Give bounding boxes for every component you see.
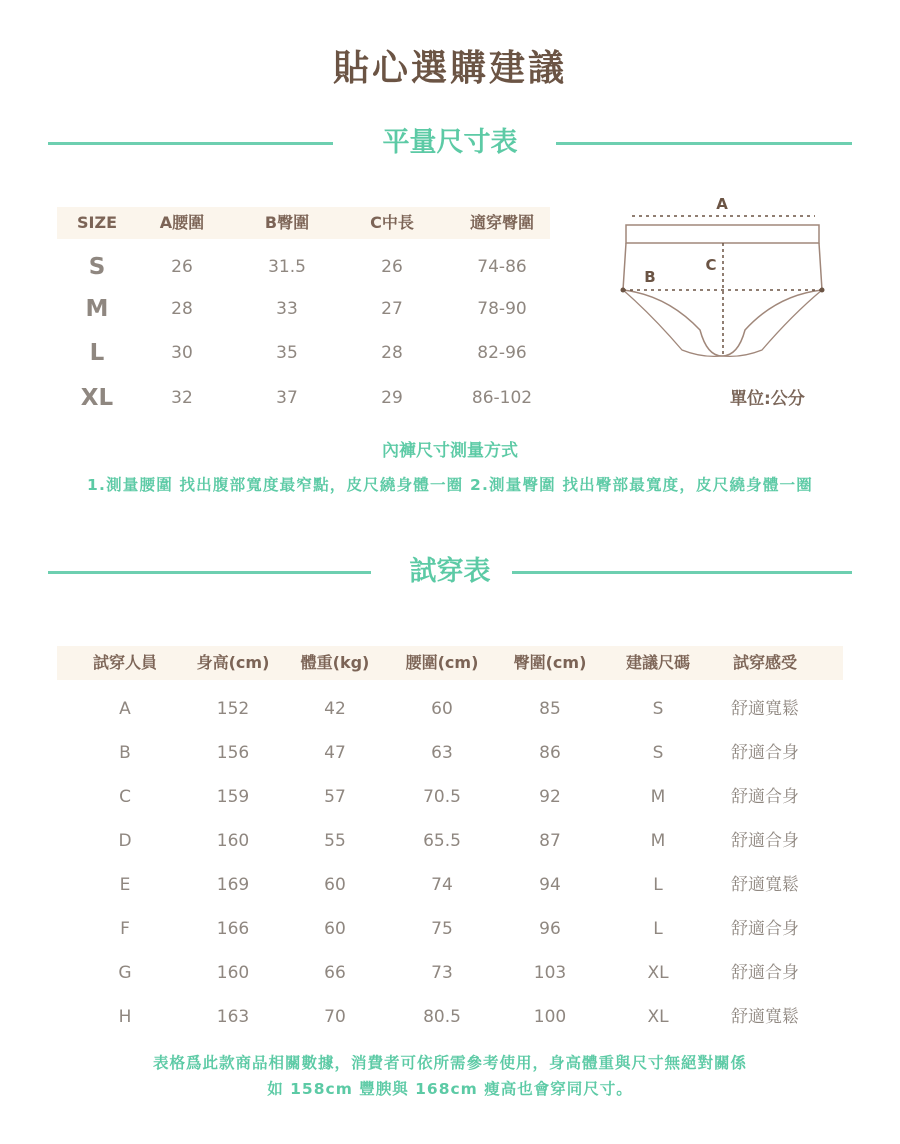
header-fit-hip: 適穿臀圍 bbox=[469, 213, 534, 232]
fit-cell-waist: 74 bbox=[431, 875, 453, 895]
fit-cell-feeling: 舒適合身 bbox=[731, 831, 799, 851]
size-cell-size: L bbox=[89, 340, 105, 366]
fit-cell-hip: 85 bbox=[539, 699, 561, 719]
fit-cell-height: 160 bbox=[216, 831, 250, 851]
fit-cell-waist: 73 bbox=[431, 963, 453, 983]
size-cell-b: 37 bbox=[276, 388, 298, 408]
fit-cell-tester: C bbox=[119, 787, 131, 807]
size-table-header bbox=[57, 207, 550, 239]
fit-cell-height: 159 bbox=[216, 787, 250, 807]
fit-row bbox=[57, 907, 843, 951]
fit-cell-weight: 66 bbox=[324, 963, 346, 983]
size-cell-fit: 78-90 bbox=[477, 299, 527, 319]
footnote bbox=[0, 1050, 900, 1102]
fit-cell-size: S bbox=[652, 699, 664, 719]
size-cell-c: 26 bbox=[381, 257, 403, 277]
fit-cell-feeling: 舒適寬鬆 bbox=[731, 699, 799, 719]
header-weight: 體重(kg) bbox=[300, 653, 370, 672]
size-cell-c: 28 bbox=[381, 343, 403, 363]
size-row bbox=[57, 245, 550, 289]
fit-cell-waist: 63 bbox=[431, 743, 453, 763]
fit-cell-tester: F bbox=[120, 919, 130, 939]
fit-cell-tester: D bbox=[118, 831, 132, 851]
fit-cell-size: XL bbox=[647, 1007, 669, 1027]
header-hip: B臀圍 bbox=[264, 213, 310, 232]
fit-cell-waist: 70.5 bbox=[423, 787, 461, 807]
header-waist: A腰圍 bbox=[159, 213, 205, 232]
size-cell-c: 27 bbox=[381, 299, 403, 319]
size-cell-c: 29 bbox=[381, 388, 403, 408]
unit-label: 單位:公分 bbox=[730, 389, 805, 409]
leg-line-right bbox=[722, 290, 822, 356]
waistband bbox=[626, 225, 819, 243]
size-cell-b: 35 bbox=[276, 343, 298, 363]
measure-method-title: 內褲尺寸測量方式 bbox=[382, 441, 518, 461]
hip-point-right bbox=[820, 288, 825, 293]
fit-cell-hip: 86 bbox=[539, 743, 561, 763]
fit-table-header bbox=[57, 646, 843, 680]
size-cell-size: S bbox=[88, 254, 106, 280]
fit-cell-height: 169 bbox=[216, 875, 250, 895]
fit-cell-size: S bbox=[652, 743, 664, 763]
fit-row bbox=[57, 775, 843, 819]
fit-cell-tester: H bbox=[118, 1007, 132, 1027]
fit-cell-hip: 94 bbox=[539, 875, 561, 895]
fit-cell-waist: 75 bbox=[431, 919, 453, 939]
header-suggested-size: 建議尺碼 bbox=[625, 653, 690, 672]
fit-cell-size: L bbox=[653, 875, 663, 895]
size-cell-a: 32 bbox=[171, 388, 193, 408]
fit-cell-height: 152 bbox=[216, 699, 250, 719]
fit-row bbox=[57, 731, 843, 775]
diagram-label-a: A bbox=[716, 195, 728, 213]
footnote-line-2: 如 158cm 豐腴與 168cm 瘦高也會穿同尺寸。 bbox=[267, 1080, 633, 1098]
fit-cell-hip: 92 bbox=[539, 787, 561, 807]
header-hip: 臀圍(cm) bbox=[513, 653, 587, 672]
fit-cell-tester: E bbox=[119, 875, 131, 895]
size-cell-fit: 86-102 bbox=[471, 388, 533, 408]
fit-cell-weight: 60 bbox=[324, 875, 346, 895]
size-row bbox=[57, 287, 550, 331]
size-cell-fit: 74-86 bbox=[477, 257, 527, 277]
fit-cell-feeling: 舒適寬鬆 bbox=[731, 875, 799, 895]
fit-cell-weight: 57 bbox=[324, 787, 346, 807]
size-cell-a: 28 bbox=[171, 299, 193, 319]
header-tester: 試穿人員 bbox=[92, 653, 157, 672]
fit-cell-tester: B bbox=[119, 743, 131, 763]
fit-cell-waist: 60 bbox=[431, 699, 453, 719]
fit-cell-weight: 70 bbox=[324, 1007, 346, 1027]
fit-cell-height: 166 bbox=[216, 919, 250, 939]
fit-row bbox=[57, 863, 843, 907]
fit-cell-height: 156 bbox=[216, 743, 250, 763]
size-row bbox=[57, 331, 550, 375]
fit-cell-size: M bbox=[650, 831, 666, 851]
fit-row bbox=[57, 687, 843, 731]
fit-cell-tester: A bbox=[119, 699, 131, 719]
fit-cell-weight: 55 bbox=[324, 831, 346, 851]
size-cell-b: 33 bbox=[276, 299, 298, 319]
diagram-label-c: C bbox=[705, 256, 717, 274]
size-cell-size: M bbox=[85, 296, 109, 322]
fit-cell-weight: 42 bbox=[324, 699, 346, 719]
header-waist: 腰圍(cm) bbox=[405, 653, 479, 672]
fit-cell-weight: 47 bbox=[324, 743, 346, 763]
fit-row bbox=[57, 819, 843, 863]
fit-cell-height: 160 bbox=[216, 963, 250, 983]
fit-row bbox=[57, 995, 843, 1039]
fit-cell-size: M bbox=[650, 787, 666, 807]
fit-cell-hip: 100 bbox=[533, 1007, 567, 1027]
fit-cell-tester: G bbox=[118, 963, 132, 983]
fit-section-heading bbox=[0, 552, 900, 592]
fit-cell-feeling: 舒適合身 bbox=[731, 919, 799, 939]
fit-cell-feeling: 舒適寬鬆 bbox=[731, 1007, 799, 1027]
size-section-heading bbox=[0, 123, 900, 163]
hip-point-left bbox=[621, 288, 626, 293]
fit-cell-hip: 103 bbox=[533, 963, 567, 983]
fit-cell-weight: 60 bbox=[324, 919, 346, 939]
fit-cell-feeling: 舒適合身 bbox=[731, 963, 799, 983]
fit-cell-size: XL bbox=[647, 963, 669, 983]
fit-section-title: 試穿表 bbox=[409, 556, 491, 587]
fit-cell-hip: 96 bbox=[539, 919, 561, 939]
footnote-line-1: 表格爲此款商品相關數據，消費者可依所需參考使用，身高體重與尺寸無絕對關係 bbox=[152, 1054, 747, 1072]
size-cell-a: 30 bbox=[171, 343, 193, 363]
header-height: 身高(cm) bbox=[196, 653, 270, 672]
size-row bbox=[57, 376, 550, 420]
fit-cell-waist: 65.5 bbox=[423, 831, 461, 851]
page-title: 貼心選購建議 bbox=[332, 48, 567, 89]
header-length: C中長 bbox=[370, 213, 414, 232]
size-cell-a: 26 bbox=[171, 257, 193, 277]
size-cell-fit: 82-96 bbox=[477, 343, 527, 363]
fit-row bbox=[57, 951, 843, 995]
size-cell-b: 31.5 bbox=[268, 257, 306, 277]
fit-cell-size: L bbox=[653, 919, 663, 939]
size-section-title: 平量尺寸表 bbox=[382, 127, 518, 158]
fit-cell-feeling: 舒適合身 bbox=[731, 787, 799, 807]
fit-cell-hip: 87 bbox=[539, 831, 561, 851]
measure-method-text: 1.測量腰圍 找出腹部寬度最窄點，皮尺繞身體一圈 2.測量臀圍 找出臀部最寬度，皮尺繞身體一圈 bbox=[87, 476, 813, 494]
size-cell-size: XL bbox=[80, 385, 114, 411]
fit-cell-height: 163 bbox=[216, 1007, 250, 1027]
header-feeling: 試穿感受 bbox=[732, 653, 797, 672]
diagram-label-b: B bbox=[644, 268, 656, 286]
fit-cell-feeling: 舒適合身 bbox=[731, 743, 799, 763]
fit-cell-waist: 80.5 bbox=[423, 1007, 461, 1027]
header-size: SIZE bbox=[76, 213, 117, 232]
underwear-diagram bbox=[612, 190, 827, 365]
